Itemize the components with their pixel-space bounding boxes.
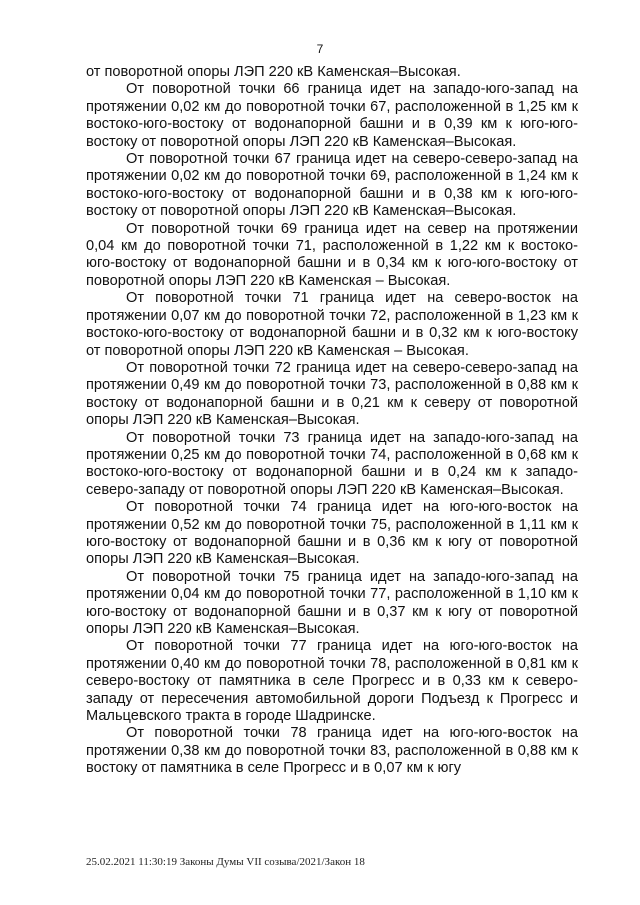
document-body: [86, 64, 578, 778]
paragraph-point-72: От поворотной точки 72 граница идет на северо-северо-запад на протяжении 0,49 км до поворотной точки 73, расположенной в 0,88 км к востоку от водонапорной башни и в 0,21 км к северу от поворотной опоры ЛЭП 220 кВ Каменская–Высокая.: [86, 359, 578, 429]
paragraph-point-77: От поворотной точки 77 граница идет на юго-юго-восток на протяжении 0,40 км до поворотной точки 78, расположенной в 0,81 км к северо-востоку от памятника в селе Прогресс и в 0,33 км к северо-западу от пересечения автомобильной дороги Подъезд к Прогресс и Мальцевского тракта в городе Шадринске.: [86, 638, 578, 725]
paragraph-point-67: От поворотной точки 67 граница идет на северо-северо-запад на протяжении 0,02 км до поворотной точки 69, расположенной в 1,24 км к востоко-юго-востоку от водонапорной башни и в 0,38 км к юго-юго-востоку от поворотной опоры ЛЭП 220 кВ Каменская–Высокая.: [86, 151, 578, 220]
paragraph-point-66: От поворотной точки 66 граница идет на западо-юго-запад на протяжении 0,02 км до поворотной точки 67, расположенной в 1,25 км к востоко-юго-востоку от водонапорной башни и в 0,39 км к юго-юго-востоку от поворотной опоры ЛЭП 220 кВ Каменская–Высокая.: [86, 81, 578, 150]
document-footer: 25.02.2021 11:30:19 Законы Думы VII созыва/2021/Закон 18: [86, 856, 365, 868]
paragraph-continuation: от поворотной опоры ЛЭП 220 кВ Каменская–Высокая.: [86, 64, 461, 80]
paragraph-point-71: От поворотной точки 71 граница идет на северо-восток на протяжении 0,07 км до поворотной точки 72, расположенной в 1,23 км к востоко-юго-востоку от водонапорной башни и в 0,32 км к юго-востоку от поворотной опоры ЛЭП 220 кВ Каменская – Высокая.: [86, 290, 578, 359]
paragraph-point-73: От поворотной точки 73 граница идет на западо-юго-запад на протяжении 0,25 км до поворотной точки 74, расположенной в 0,68 км к востоко-юго-востоку от водонапорной башни и в 0,24 км к западо-северо-западу от поворотной опоры ЛЭП 220 кВ Каменская–Высокая.: [86, 429, 578, 498]
paragraph-point-74: От поворотной точки 74 граница идет на юго-юго-восток на протяжении 0,52 км до поворотной точки 75, расположенной в 1,11 км к юго-востоку от водонапорной башни и в 0,36 км к югу от поворотной опоры ЛЭП 220 кВ Каменская–Высокая.: [86, 499, 578, 568]
page-number: 7: [316, 42, 324, 56]
paragraph-point-75: От поворотной точки 75 граница идет на западо-юго-запад на протяжении 0,04 км до поворотной точки 77, расположенной в 1,10 км к юго-востоку от водонапорной башни и в 0,37 км к югу от поворотной опоры ЛЭП 220 кВ Каменская–Высокая.: [86, 568, 578, 637]
paragraph-point-78: От поворотной точки 78 граница идет на юго-юго-восток на протяжении 0,38 км до поворотной точки 83, расположенной в 0,88 км к востоку от памятника в селе Прогресс и в 0,07 км к югу: [86, 725, 578, 777]
paragraph-point-69: От поворотной точки 69 граница идет на север на протяжении 0,04 км до поворотной точки 71, расположенной в 1,22 км к востоко-юго-востоку от водонапорной башни и в 0,34 км к юго-юго-востоку от поворотной опоры ЛЭП 220 кВ Каменская – Высокая.: [86, 220, 578, 289]
